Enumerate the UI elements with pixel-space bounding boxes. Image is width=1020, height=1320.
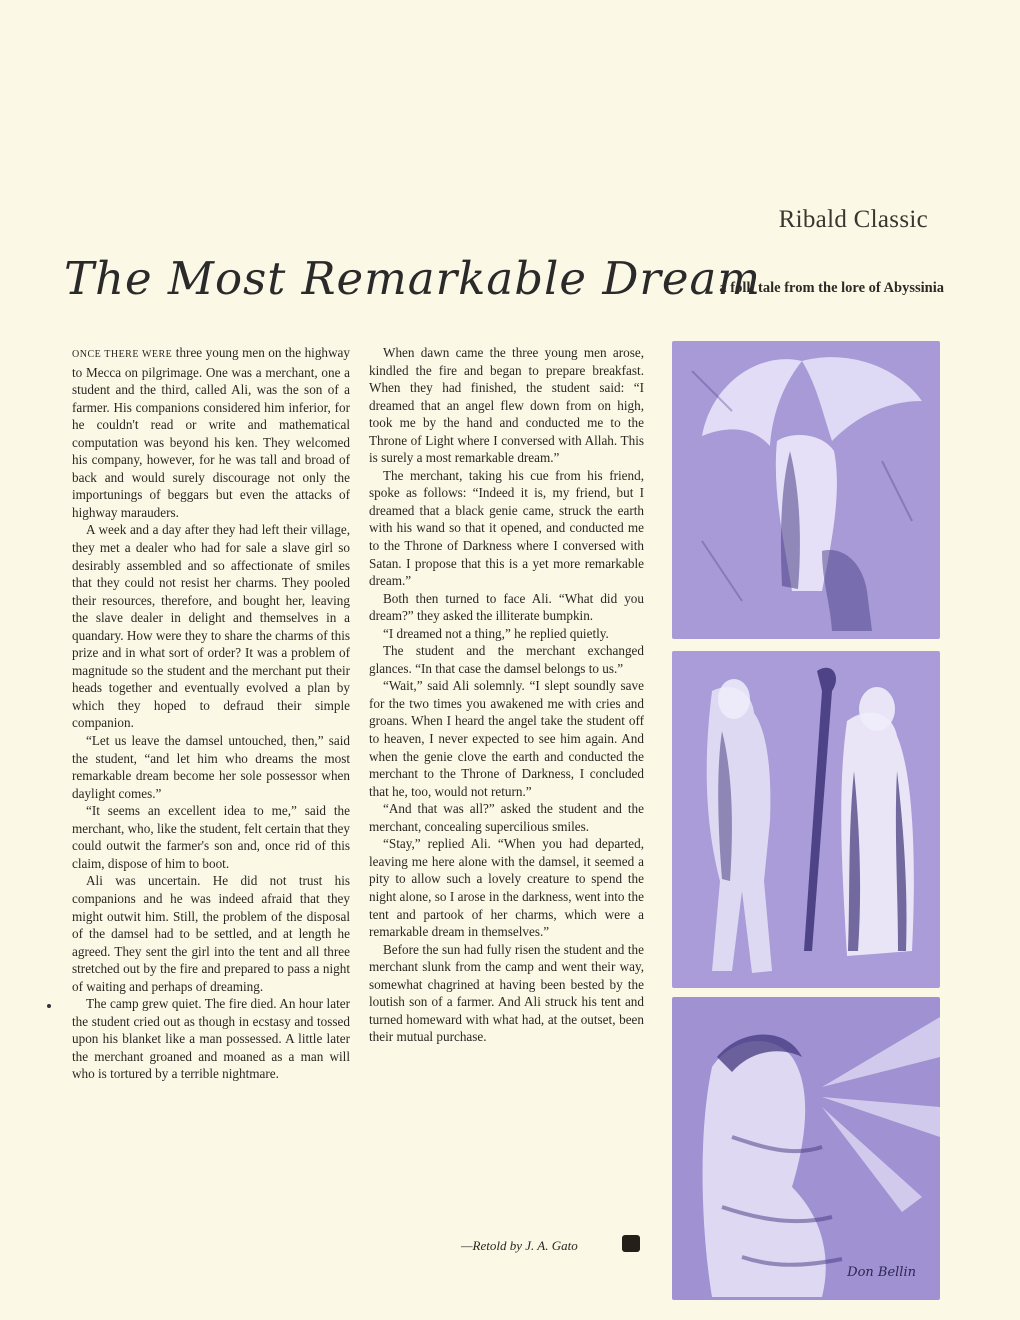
- paragraph: When dawn came the three young men arose, kindled the fire and began to prepare breakfast. When they had finished, the student said: “I dreamed that an angel flew down from on high, took me by the hand and conducted me to the Throne of Light where I conversed with Allah. This is surely a most remarkable dream.”: [369, 345, 644, 466]
- paragraph: The camp grew quiet. The fire died. An hour later the student cried out as though in ecstasy and tossed upon his blanket like a man possessed. A little later the merchant groaned and moaned as a man will who is tortured by a terrible nightmare.: [72, 996, 350, 1082]
- paragraph: The merchant, taking his cue from his friend, spoke as follows: “Indeed it is, my friend, but I dreamed that a black genie came, struck the earth with his wand so that it opened, and conducted me to the Throne of Darkness where I conversed with Satan. I propose that this is a yet more remarkable dream.”: [369, 467, 644, 589]
- couple-image: [672, 997, 940, 1300]
- text-column-2: [369, 344, 644, 1046]
- angel-image: [672, 341, 940, 639]
- story-subtitle: a folk tale from the lore of Abyssinia: [719, 280, 944, 296]
- paragraph: “It seems an excellent idea to me,” said the merchant, who, like the student, felt certain that they could outwit the farmer's son and, once rid of this claim, dispose of him to boot.: [72, 803, 350, 871]
- paragraph: The student and the merchant exchanged glances. “In that case the damsel belongs to us.”: [369, 643, 644, 676]
- genie-merchant-image: [672, 651, 940, 988]
- opening-smallcaps: ONCE THERE WERE: [72, 349, 173, 360]
- paragraph: Before the sun had fully risen the student and the merchant slunk from the camp and went their way, somewhat chagrined at having been bested by the loutish son of a farmer. And Ali struck his tent and turned homeward with what had, at the outset, been their mutual purchase.: [369, 941, 644, 1045]
- illustration-angel: [672, 341, 940, 639]
- margin-mark: [47, 1004, 51, 1008]
- paragraph: “Let us leave the damsel untouched, then,” said the student, “and let him who dreams the most remarkable dream become her sole possessor when daylight comes.”: [72, 733, 350, 801]
- paragraph: Both then turned to face Ali. “What did you dream?” they asked the illiterate bumpkin.: [369, 590, 644, 624]
- paragraph: “I dreamed not a thing,” he replied quietly.: [383, 625, 609, 641]
- story-title: The Most Remarkable Dream: [64, 252, 762, 305]
- illustration-genie-merchant: [672, 651, 940, 988]
- paragraph: A week and a day after they had left their village, they met a dealer who had for sale a slave girl so desirably assembled and so affectionate of smiles that they could not resist her charms. They pooled their resources, therefore, and bought her, leaving the slave dealer in delight and themselves in a quandary. How were they to share the charms of this prize and in what sort of order? It was a problem of magnitude so the student and the merchant put their heads together and eventually evolved a plan by which they hoped to defraud their simple companion.: [72, 522, 350, 731]
- paragraph: “Stay,” replied Ali. “When you had departed, leaving me here alone with the damsel, it seemed a pity to allow such a lovely creature to spend the night alone, so I arose in the darkness, went into the tent and partook of her charms, which were a remarkable dream in themselves.”: [369, 836, 644, 940]
- merchant-head: [859, 687, 895, 731]
- artist-signature: Don Bellin: [847, 1265, 916, 1280]
- text-column-1: [72, 344, 350, 1083]
- paragraph: “Wait,” said Ali solemnly. “I slept soundly save for the two times you awakened me with cries and groans. When I heard the angel take the student off to heaven, I never expected to see him again. And when the genie clove the earth and conducted the merchant to the Throne of Darkness, I concluded that he, too, would not return.”: [369, 678, 644, 799]
- title-row: [64, 246, 944, 318]
- genie-head: [718, 679, 750, 719]
- paragraph: Ali was uncertain. He did not trust his companions and he was indeed afraid that they might outwit him. Still, the problem of the disposal of the damsel had to be settled, and at length he agreed. They sent the girl into the tent and all three stretched out by the fire and prepared to pass a night of waiting and perhaps of dreaming.: [72, 873, 350, 994]
- section-label: Ribald Classic: [778, 206, 928, 233]
- author-credit: —Retold by J. A. Gato: [461, 1238, 578, 1253]
- paragraph: [72, 344, 350, 521]
- paragraph-text: three young men on the highway to Mecca on pilgrimage. One was a merchant, one a student and the third, called Ali, was the son of a farmer. His companions considered him inferior, for he couldn't read or write and mathematical computation was beyond his ken. They welcomed his company, however, for he was tall and broad of back and would surely discourage not only the importunings of beggars but even the attacks of highway marauders.: [72, 345, 350, 520]
- illustration-couple: [672, 997, 940, 1300]
- rabbit-logo-icon: [622, 1235, 640, 1252]
- paragraph: “And that was all?” asked the student and the merchant, concealing supercilious smiles.: [369, 801, 644, 834]
